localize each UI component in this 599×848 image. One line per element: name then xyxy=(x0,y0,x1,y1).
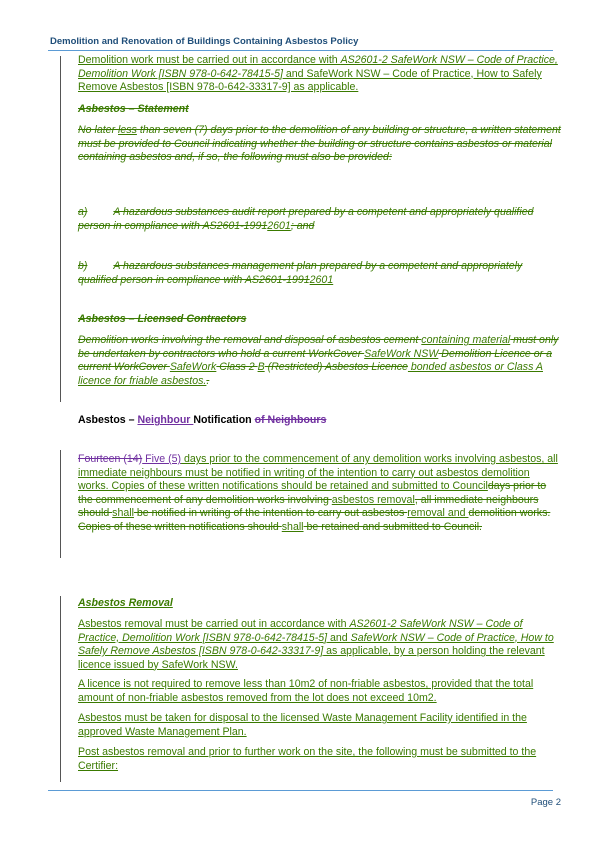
paragraph-licence-not-required: A licence is not required to remove less than 10m2 of non-friable asbestos, provided that the total amount of non-friable asbestos removed from the lot does not exceed 10m2. xyxy=(78,678,534,704)
footer-rule xyxy=(48,790,553,791)
paragraph-licensed-contractors: Demolition works involving the removal and disposal of asbestos cement containing material must only be undertaken by contractors who hold a current WorkCover SafeWork NSW Demolition Licence or a current WorkCover SafeWork Class 2 B (Restricted) Asbestos Licence bonded asbestos or Class A licence for friable asbestos.. xyxy=(78,334,559,387)
page-number: Page 2 xyxy=(530,797,561,808)
list-item-b: b) A hazardous substances management plan prepared by a competent and appropriately qualified person in compliance with AS2601-19912601 xyxy=(78,260,523,286)
paragraph-disposal: Asbestos must be taken for disposal to the licensed Waste Management Facility identified in the approved Waste Management Plan. xyxy=(78,712,527,738)
document-header-title: Demolition and Renovation of Buildings Containing Asbestos Policy xyxy=(50,36,359,47)
header-rule xyxy=(48,50,553,51)
change-bar-bottom xyxy=(60,596,61,782)
change-bar-middle xyxy=(60,450,61,558)
heading-asbestos-removal: Asbestos Removal xyxy=(78,597,173,609)
change-bar-top xyxy=(60,56,61,402)
paragraph-neighbour-notification: Fourteen (14) Five (5) days prior to the commencement of any demolition works involving asbestos, all immediate neighbours must be notified in writing of the intention to carry out asbestos demolition works. Copies of these written notifications should be retained and submitted to Councildays prior to the commencement of any demolition works involving asbestos removal, all immediate neighbours should shall be notified in writing of the intention to carry out asbestos removal and demolition works. Copies of these written notifications should shall be retained and submitted to Council. xyxy=(78,453,558,533)
paragraph-demolition-work: Demolition work must be carried out in accordance with AS2601-2 SafeWork NSW – Code of Practice, Demolition Work [ISBN 978-0-642-78415-5] and SafeWork NSW – Code of Practice, How to Safely Remove Asbestos [ISBN 978-0-642-33317-9] as applicable. xyxy=(78,54,558,93)
heading-neighbour-notification: Asbestos – Neighbour Notification of Neighbours xyxy=(78,414,327,426)
list-item-a: a) A hazardous substances audit report prepared by a competent and appropriately qualified person in compliance with AS2601-19912601; and xyxy=(78,206,534,232)
paragraph-asbestos-removal: Asbestos removal must be carried out in accordance with AS2601-2 SafeWork NSW – Code of Practice, Demolition Work [ISBN 978-0-642-78415-5] and SafeWork NSW – Code of Practice, How to Safely Remove Asbestos [ISBN 978-0-642-33317-9] as applicable, by a person holding the relevant licence issued by SafeWork NSW. xyxy=(78,618,554,671)
paragraph-post-removal: Post asbestos removal and prior to further work on the site, the following must be submitted to the Certifier: xyxy=(78,746,537,772)
paragraph-asbestos-statement: No later less than seven (7) days prior to the demolition of any building or structure, a written statement must be provided to Council indicating whether the building or structure contains asbestos or material containing asbestos and, if so, the following must also be provided: xyxy=(78,124,561,163)
heading-licensed-contractors: Asbestos – Licensed Contractors xyxy=(78,313,247,325)
heading-asbestos-statement: Asbestos – Statement xyxy=(78,103,189,115)
